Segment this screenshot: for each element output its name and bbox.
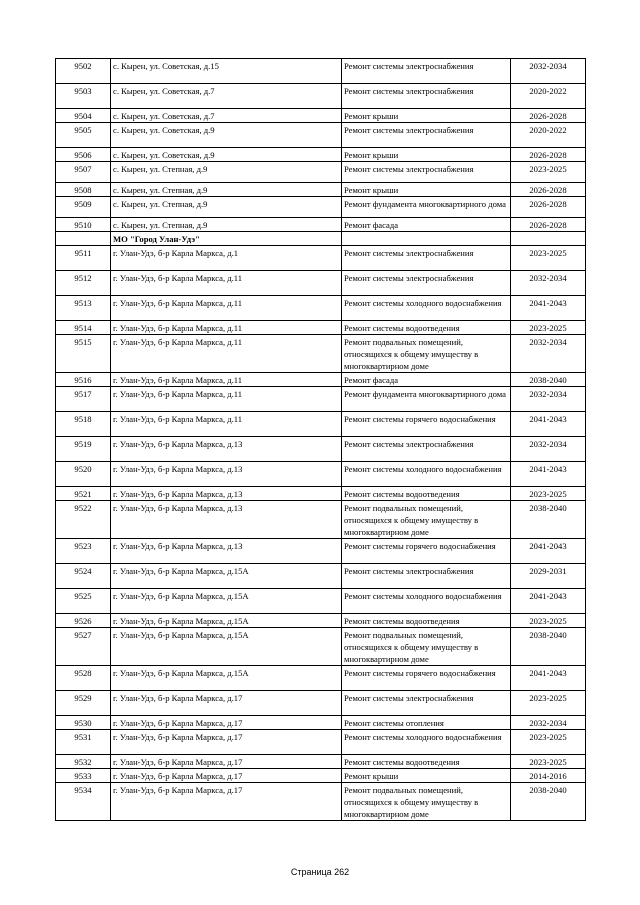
address-cell: г. Улан-Удэ, б-р Карла Маркса, д.13 xyxy=(111,437,342,462)
period-cell: 2023-2025 xyxy=(511,730,586,755)
period-cell: 2041-2043 xyxy=(511,666,586,691)
work-type-cell: Ремонт системы электроснабжения xyxy=(342,564,511,589)
period-cell: 2041-2043 xyxy=(511,589,586,614)
period-cell: 2023-2025 xyxy=(511,162,586,183)
work-type-cell: Ремонт системы горячего водоснабжения xyxy=(342,539,511,564)
table-row xyxy=(56,296,586,321)
period-cell: 2026-2028 xyxy=(511,197,586,218)
period-cell: 2032-2034 xyxy=(511,335,586,373)
table-row xyxy=(56,716,586,730)
address-cell: г. Улан-Удэ, б-р Карла Маркса, д.17 xyxy=(111,769,342,783)
table-row xyxy=(56,462,586,487)
row-number-cell: 9521 xyxy=(56,487,111,501)
table-row xyxy=(56,271,586,296)
table-row xyxy=(56,730,586,755)
address-cell: г. Улан-Удэ, б-р Карла Маркса, д.15А xyxy=(111,614,342,628)
table-row xyxy=(56,148,586,162)
table-row xyxy=(56,487,586,501)
address-cell: г. Улан-Удэ, б-р Карла Маркса, д.11 xyxy=(111,335,342,373)
work-type-cell: Ремонт фундамента многоквартирного дома xyxy=(342,387,511,412)
table-row xyxy=(56,412,586,437)
work-type-cell: Ремонт крыши xyxy=(342,109,511,123)
address-cell: г. Улан-Удэ, б-р Карла Маркса, д.13 xyxy=(111,487,342,501)
work-type-cell: Ремонт крыши xyxy=(342,769,511,783)
row-number-cell: 9526 xyxy=(56,614,111,628)
row-number-cell: 9523 xyxy=(56,539,111,564)
work-type-cell: Ремонт системы электроснабжения xyxy=(342,437,511,462)
page-number: Страница 262 xyxy=(290,867,350,877)
work-type-cell: Ремонт системы водоотведения xyxy=(342,487,511,501)
period-cell: 2026-2028 xyxy=(511,109,586,123)
work-type-cell: Ремонт крыши xyxy=(342,183,511,197)
row-number-cell: 9527 xyxy=(56,628,111,666)
address-cell: г. Улан-Удэ, б-р Карла Маркса, д.15А xyxy=(111,628,342,666)
table-row xyxy=(56,589,586,614)
work-type-cell: Ремонт крыши xyxy=(342,148,511,162)
row-number-cell: 9503 xyxy=(56,84,111,109)
table-row xyxy=(56,387,586,412)
row-number-cell: 9502 xyxy=(56,59,111,84)
row-number-cell: 9507 xyxy=(56,162,111,183)
table-row xyxy=(56,218,586,232)
row-number-cell: 9505 xyxy=(56,123,111,148)
address-cell: с. Кырен, ул. Советская, д.15 xyxy=(111,59,342,84)
table-row xyxy=(56,183,586,197)
table-row xyxy=(56,246,586,271)
work-type-cell xyxy=(342,232,511,246)
capital-repair-table xyxy=(55,58,586,821)
work-type-cell: Ремонт системы электроснабжения xyxy=(342,691,511,716)
row-number-cell: 9518 xyxy=(56,412,111,437)
table-row xyxy=(56,564,586,589)
table-row xyxy=(56,59,586,84)
table-row xyxy=(56,109,586,123)
table-row xyxy=(56,197,586,218)
row-number-cell: 9525 xyxy=(56,589,111,614)
work-type-cell: Ремонт системы электроснабжения xyxy=(342,246,511,271)
row-number-cell: 9529 xyxy=(56,691,111,716)
address-cell: с. Кырен, ул. Степная, д.9 xyxy=(111,197,342,218)
work-type-cell: Ремонт системы электроснабжения xyxy=(342,162,511,183)
address-cell: г. Улан-Удэ, б-р Карла Маркса, д.11 xyxy=(111,271,342,296)
row-number-cell: 9531 xyxy=(56,730,111,755)
table-row xyxy=(56,501,586,539)
period-cell: 2038-2040 xyxy=(511,501,586,539)
period-cell: 2041-2043 xyxy=(511,412,586,437)
work-type-cell: Ремонт подвальных помещений, относящихся к общему имуществу в многоквартирном доме xyxy=(342,501,511,539)
address-cell: с. Кырен, ул. Степная, д.9 xyxy=(111,162,342,183)
period-cell: 2014-2016 xyxy=(511,769,586,783)
address-cell: г. Улан-Удэ, б-р Карла Маркса, д.13 xyxy=(111,501,342,539)
address-cell: г. Улан-Удэ, б-р Карла Маркса, д.11 xyxy=(111,373,342,387)
work-type-cell: Ремонт подвальных помещений, относящихся к общему имуществу в многоквартирном доме xyxy=(342,783,511,821)
work-type-cell: Ремонт системы электроснабжения xyxy=(342,123,511,148)
period-cell: 2023-2025 xyxy=(511,487,586,501)
address-cell: г. Улан-Удэ, б-р Карла Маркса, д.15А xyxy=(111,564,342,589)
address-cell: г. Улан-Удэ, б-р Карла Маркса, д.13 xyxy=(111,539,342,564)
table-row xyxy=(56,691,586,716)
row-number-cell: 9512 xyxy=(56,271,111,296)
table-row xyxy=(56,321,586,335)
address-cell: г. Улан-Удэ, б-р Карла Маркса, д.15А xyxy=(111,589,342,614)
row-number-cell: 9513 xyxy=(56,296,111,321)
period-cell: 2032-2034 xyxy=(511,59,586,84)
address-cell: г. Улан-Удэ, б-р Карла Маркса, д.17 xyxy=(111,730,342,755)
section-row xyxy=(56,232,586,246)
work-type-cell: Ремонт подвальных помещений, относящихся к общему имуществу в многоквартирном доме xyxy=(342,628,511,666)
work-type-cell: Ремонт подвальных помещений, относящихся к общему имуществу в многоквартирном доме xyxy=(342,335,511,373)
period-cell: 2023-2025 xyxy=(511,614,586,628)
row-number-cell: 9517 xyxy=(56,387,111,412)
work-type-cell: Ремонт системы холодного водоснабжения xyxy=(342,462,511,487)
work-type-cell: Ремонт системы водоотведения xyxy=(342,755,511,769)
address-cell: г. Улан-Удэ, б-р Карла Маркса, д.11 xyxy=(111,321,342,335)
period-cell: 2032-2034 xyxy=(511,437,586,462)
period-cell: 2020-2022 xyxy=(511,84,586,109)
address-cell: с. Кырен, ул. Степная, д.9 xyxy=(111,183,342,197)
table-row xyxy=(56,783,586,821)
address-cell: г. Улан-Удэ, б-р Карла Маркса, д.15А xyxy=(111,666,342,691)
address-cell: г. Улан-Удэ, б-р Карла Маркса, д.11 xyxy=(111,296,342,321)
work-type-cell: Ремонт системы холодного водоснабжения xyxy=(342,296,511,321)
work-type-cell: Ремонт фундамента многоквартирного дома xyxy=(342,197,511,218)
period-cell: 2038-2040 xyxy=(511,628,586,666)
table-body xyxy=(56,59,586,821)
period-cell: 2023-2025 xyxy=(511,246,586,271)
period-cell: 2032-2034 xyxy=(511,387,586,412)
work-type-cell: Ремонт системы холодного водоснабжения xyxy=(342,589,511,614)
period-cell: 2026-2028 xyxy=(511,183,586,197)
work-type-cell: Ремонт системы электроснабжения xyxy=(342,271,511,296)
address-cell: с. Кырен, ул. Советская, д.7 xyxy=(111,84,342,109)
period-cell: 2038-2040 xyxy=(511,783,586,821)
row-number-cell: 9509 xyxy=(56,197,111,218)
address-cell: г. Улан-Удэ, б-р Карла Маркса, д.17 xyxy=(111,691,342,716)
address-cell: с. Кырен, ул. Советская, д.9 xyxy=(111,123,342,148)
row-number-cell: 9516 xyxy=(56,373,111,387)
address-cell: с. Кырен, ул. Советская, д.7 xyxy=(111,109,342,123)
address-cell: г. Улан-Удэ, б-р Карла Маркса, д.13 xyxy=(111,462,342,487)
address-cell: г. Улан-Удэ, б-р Карла Маркса, д.17 xyxy=(111,755,342,769)
address-cell: г. Улан-Удэ, б-р Карла Маркса, д.17 xyxy=(111,783,342,821)
period-cell: 2032-2034 xyxy=(511,716,586,730)
row-number-cell: 9510 xyxy=(56,218,111,232)
work-type-cell: Ремонт системы водоотведения xyxy=(342,321,511,335)
address-cell: МО "Город Улан-Удэ" xyxy=(111,232,342,246)
address-cell: г. Улан-Удэ, б-р Карла Маркса, д.11 xyxy=(111,412,342,437)
row-number-cell: 9528 xyxy=(56,666,111,691)
work-type-cell: Ремонт системы горячего водоснабжения xyxy=(342,666,511,691)
address-cell: с. Кырен, ул. Советская, д.9 xyxy=(111,148,342,162)
row-number-cell: 9504 xyxy=(56,109,111,123)
table-row xyxy=(56,335,586,373)
period-cell: 2041-2043 xyxy=(511,296,586,321)
row-number-cell: 9520 xyxy=(56,462,111,487)
address-cell: г. Улан-Удэ, б-р Карла Маркса, д.11 xyxy=(111,387,342,412)
table-row xyxy=(56,628,586,666)
row-number-cell: 9534 xyxy=(56,783,111,821)
period-cell: 2020-2022 xyxy=(511,123,586,148)
table-row xyxy=(56,84,586,109)
period-cell: 2026-2028 xyxy=(511,148,586,162)
table-row xyxy=(56,614,586,628)
work-type-cell: Ремонт системы водоотведения xyxy=(342,614,511,628)
row-number-cell: 9514 xyxy=(56,321,111,335)
row-number-cell: 9519 xyxy=(56,437,111,462)
period-cell: 2023-2025 xyxy=(511,321,586,335)
table-row xyxy=(56,755,586,769)
table-row xyxy=(56,539,586,564)
work-type-cell: Ремонт системы горячего водоснабжения xyxy=(342,412,511,437)
row-number-cell: 9511 xyxy=(56,246,111,271)
address-cell: г. Улан-Удэ, б-р Карла Маркса, д.17 xyxy=(111,716,342,730)
work-type-cell: Ремонт системы холодного водоснабжения xyxy=(342,730,511,755)
work-type-cell: Ремонт системы электроснабжения xyxy=(342,59,511,84)
row-number-cell: 9532 xyxy=(56,755,111,769)
row-number-cell: 9524 xyxy=(56,564,111,589)
work-type-cell: Ремонт системы электроснабжения xyxy=(342,84,511,109)
table-row xyxy=(56,666,586,691)
work-type-cell: Ремонт системы отопления xyxy=(342,716,511,730)
period-cell: 2023-2025 xyxy=(511,755,586,769)
period-cell: 2041-2043 xyxy=(511,462,586,487)
row-number-cell: 9506 xyxy=(56,148,111,162)
table-row xyxy=(56,162,586,183)
work-type-cell: Ремонт фасада xyxy=(342,218,511,232)
table-row xyxy=(56,769,586,783)
address-cell: с. Кырен, ул. Степная, д.9 xyxy=(111,218,342,232)
table-row xyxy=(56,123,586,148)
row-number-cell: 9530 xyxy=(56,716,111,730)
period-cell: 2038-2040 xyxy=(511,373,586,387)
period-cell xyxy=(511,232,586,246)
row-number-cell: 9522 xyxy=(56,501,111,539)
period-cell: 2023-2025 xyxy=(511,691,586,716)
address-cell: г. Улан-Удэ, б-р Карла Маркса, д.1 xyxy=(111,246,342,271)
period-cell: 2032-2034 xyxy=(511,271,586,296)
table-row xyxy=(56,437,586,462)
period-cell: 2041-2043 xyxy=(511,539,586,564)
row-number-cell: 9533 xyxy=(56,769,111,783)
row-number-cell: 9508 xyxy=(56,183,111,197)
row-number-cell xyxy=(56,232,111,246)
work-type-cell: Ремонт фасада xyxy=(342,373,511,387)
period-cell: 2026-2028 xyxy=(511,218,586,232)
period-cell: 2029-2031 xyxy=(511,564,586,589)
table-row xyxy=(56,373,586,387)
row-number-cell: 9515 xyxy=(56,335,111,373)
